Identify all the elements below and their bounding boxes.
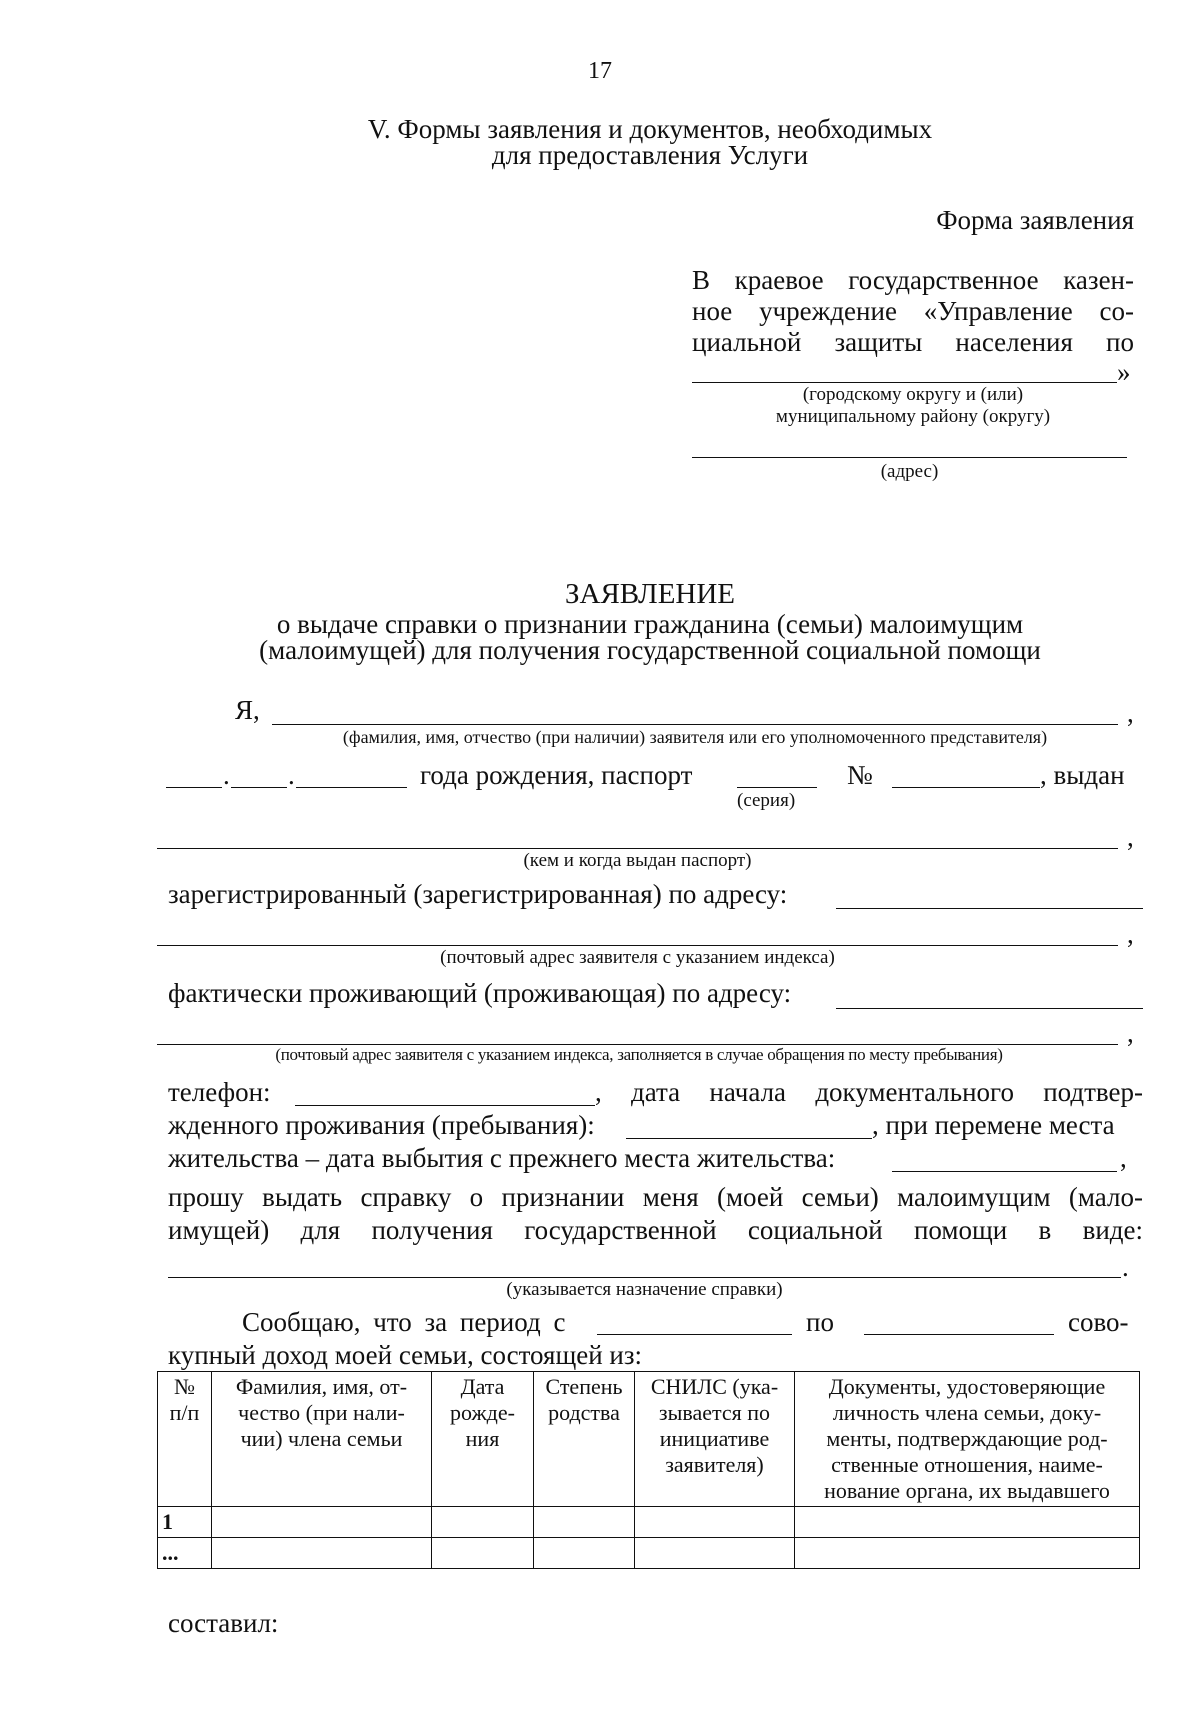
table-cell[interactable] — [212, 1507, 432, 1538]
registered-comma: , — [1127, 919, 1134, 949]
table-header-line: СНИЛС (ука- — [650, 1374, 779, 1399]
phone-label: телефон: — [168, 1077, 271, 1107]
table-header-line: рожде- — [450, 1400, 515, 1425]
table-cell[interactable] — [432, 1538, 534, 1569]
report-label: Сообщаю, что за период с — [242, 1307, 566, 1337]
birth-dot-1: . — [223, 760, 230, 790]
addressee-block — [692, 265, 1134, 358]
table-header-line: Дата — [460, 1374, 505, 1399]
address-hint: (адрес) — [880, 461, 939, 482]
table-header-line: Степень — [545, 1374, 623, 1399]
birth-day-line[interactable] — [166, 787, 222, 788]
table-header-line: нование органа, их выдавшего — [824, 1478, 1110, 1503]
table-header-line: ственные отношения, наиме- — [831, 1452, 1103, 1477]
page-number: 17 — [588, 58, 612, 84]
table-header-line: п/п — [169, 1400, 200, 1425]
district-field-line[interactable] — [692, 382, 1117, 383]
row-number-cell: ... — [158, 1538, 212, 1569]
birth-passport-label: года рождения, паспорт — [420, 760, 693, 790]
table-header-line: чество (при нали- — [238, 1400, 405, 1425]
actual-comma: , — [1127, 1018, 1134, 1048]
passport-number-line[interactable] — [892, 787, 1040, 788]
ya-label: Я, — [235, 695, 260, 725]
departure-label: жительства – дата выбытия с прежнего места жительства: — [168, 1143, 836, 1173]
table-header-line: ния — [465, 1426, 500, 1451]
document-title: ЗАЯВЛЕНИЕ — [564, 578, 736, 610]
birth-month-line[interactable] — [231, 787, 287, 788]
table-header-cell — [635, 1372, 795, 1507]
table-header-line: личность члена семьи, доку- — [832, 1400, 1102, 1425]
purpose-field-line[interactable] — [168, 1277, 1121, 1278]
fio-comma: , — [1127, 698, 1134, 728]
table-cell[interactable] — [534, 1507, 635, 1538]
row-number-cell: 1 — [158, 1507, 212, 1538]
table-header-line: чии) члена семьи — [240, 1426, 403, 1451]
cumulative-part1: сово- — [1068, 1307, 1129, 1337]
birth-year-line[interactable] — [296, 787, 407, 788]
table-header-cell — [212, 1372, 432, 1507]
issued-by-hint: (кем и когда выдан паспорт) — [523, 850, 752, 871]
period-from-line[interactable] — [597, 1334, 792, 1335]
registered-label: зарегистрированный (зарегистрированная) по адресу: — [168, 879, 788, 909]
number-sign: № — [847, 760, 873, 790]
table-header-line: заявителя) — [665, 1452, 764, 1477]
table-header-line: родства — [548, 1400, 620, 1425]
table-cell[interactable] — [795, 1538, 1140, 1569]
actual-address-line[interactable] — [836, 1008, 1143, 1009]
phone-field-line[interactable] — [295, 1105, 595, 1106]
section-title-line2: для предоставления Услуги — [491, 140, 809, 170]
registered-address-line[interactable] — [836, 908, 1143, 909]
cumulative-part2: купный доход моей семьи, состоящей из: — [168, 1340, 643, 1370]
table-header-line: Документы, удостоверяющие — [828, 1374, 1106, 1399]
to-label: по — [806, 1307, 834, 1337]
table-header-line: № — [174, 1374, 195, 1399]
confirmed-date-line[interactable] — [626, 1138, 872, 1139]
table-header-line: Фамилия, имя, от- — [235, 1374, 408, 1399]
departure-date-line[interactable] — [892, 1171, 1117, 1172]
table-header-line: менты, подтверждающие род- — [826, 1426, 1108, 1451]
heading-line2: (малоимущей) для получения государственной социальной помощи — [259, 635, 1041, 665]
birth-dot-2: . — [288, 760, 295, 790]
phone-after-text: , дата начала документального подтвер- — [595, 1077, 1143, 1107]
actual-label: фактически проживающий (проживающая) по адресу: — [168, 978, 792, 1008]
addressee-line3: циальной защиты населения по — [692, 327, 1134, 357]
district-hint-line2: муниципальному району (округу) — [775, 406, 1051, 427]
issued-label: , выдан — [1040, 760, 1125, 790]
table-cell[interactable] — [635, 1538, 795, 1569]
form-label: Форма заявления — [936, 205, 1134, 235]
confirmed-residence-label: жденного проживания (пребывания): — [168, 1110, 595, 1140]
request-line2: имущей) для получения государственной социальной помощи в виде: — [168, 1215, 1143, 1245]
period-to-line[interactable] — [864, 1334, 1054, 1335]
addressee-line2: ное учреждение «Управление со- — [692, 296, 1134, 326]
addressee-quote-end: » — [1117, 357, 1131, 387]
section-title-line1: V. Формы заявления и документов, необходимых — [367, 114, 933, 144]
postal-stay-hint: (почтовый адрес заявителя с указанием индекса, заполняется в случае обращения по месту пребывания) — [275, 1045, 1003, 1064]
purpose-period: . — [1122, 1252, 1129, 1282]
family-members-table — [157, 1371, 1140, 1569]
table-row — [158, 1538, 1140, 1569]
table-header-cell — [795, 1372, 1140, 1507]
table-header-row — [158, 1372, 1140, 1507]
table-cell[interactable] — [795, 1507, 1140, 1538]
district-hint-line1: (городскому округу и (или) — [802, 384, 1024, 405]
address-field-line[interactable] — [692, 457, 1127, 458]
composed-label: составил: — [168, 1608, 279, 1638]
table-header-line: инициативе — [659, 1426, 770, 1451]
registered-address-line-2[interactable] — [157, 945, 1118, 946]
issued-by-field-line[interactable] — [157, 848, 1118, 849]
table-row — [158, 1507, 1140, 1538]
table-cell[interactable] — [635, 1507, 795, 1538]
addressee-line1: В краевое государственное казен- — [692, 265, 1134, 295]
table-header-line: зывается по — [658, 1400, 771, 1425]
on-change-text: , при перемене места — [872, 1110, 1115, 1140]
departure-comma: , — [1120, 1143, 1127, 1173]
request-text — [168, 1181, 1143, 1247]
heading-line1: о выдаче справки о признании гражданина (семьи) малоимущим — [276, 609, 1024, 639]
request-line1: прошу выдать справку о признании меня (моей семьи) малоимущим (мало- — [168, 1182, 1143, 1212]
table-header-cell — [432, 1372, 534, 1507]
series-hint: (серия) — [737, 790, 796, 811]
postal-hint: (почтовый адрес заявителя с указанием индекса) — [440, 947, 835, 968]
table-header-cell — [534, 1372, 635, 1507]
fio-hint: (фамилия, имя, отчество (при наличии) заявителя или его уполномоченного представителя) — [342, 727, 1048, 747]
fio-field-line[interactable] — [272, 724, 1118, 725]
issued-by-comma: , — [1127, 822, 1134, 852]
passport-series-line[interactable] — [737, 787, 817, 788]
table-cell[interactable] — [212, 1538, 432, 1569]
table-cell[interactable] — [534, 1538, 635, 1569]
table-cell[interactable] — [432, 1507, 534, 1538]
purpose-hint: (указывается назначение справки) — [506, 1279, 783, 1300]
table-header-cell — [158, 1372, 212, 1507]
